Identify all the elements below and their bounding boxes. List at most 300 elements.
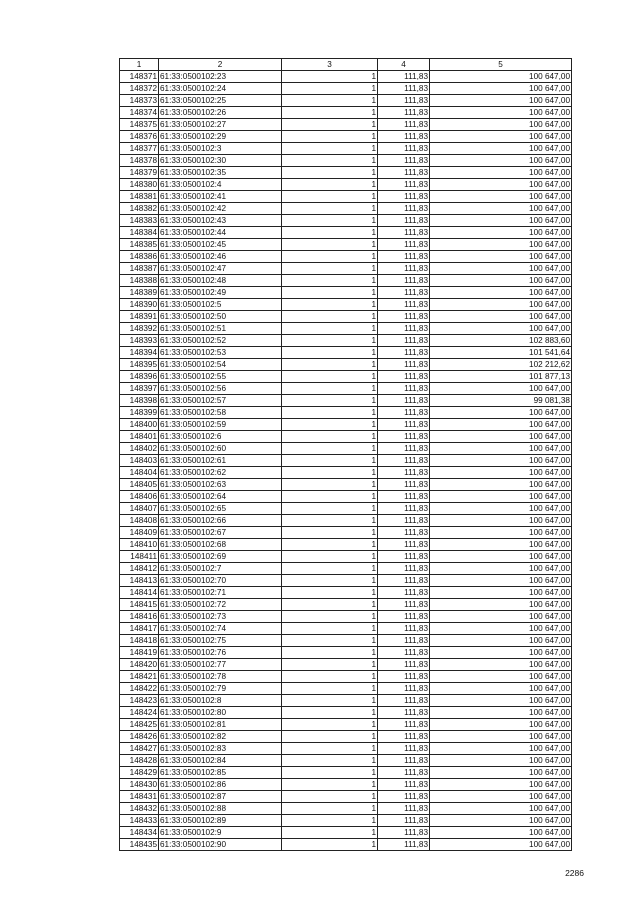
row-number-cell: 148429 bbox=[120, 767, 159, 779]
area-cell: 111,83 bbox=[378, 599, 430, 611]
row-number-cell: 148430 bbox=[120, 779, 159, 791]
table-row bbox=[120, 719, 572, 731]
area-cell: 111,83 bbox=[378, 263, 430, 275]
quantity-cell: 1 bbox=[282, 143, 378, 155]
table-row bbox=[120, 203, 572, 215]
row-number-cell: 148400 bbox=[120, 419, 159, 431]
table-row bbox=[120, 251, 572, 263]
table-row bbox=[120, 323, 572, 335]
row-number-cell: 148376 bbox=[120, 131, 159, 143]
value-cell: 100 647,00 bbox=[430, 491, 572, 503]
value-cell: 100 647,00 bbox=[430, 131, 572, 143]
quantity-cell: 1 bbox=[282, 203, 378, 215]
quantity-cell: 1 bbox=[282, 695, 378, 707]
cadastral-number-cell: 61:33:0500102:89 bbox=[159, 815, 282, 827]
cadastral-number-cell: 61:33:0500102:84 bbox=[159, 755, 282, 767]
quantity-cell: 1 bbox=[282, 95, 378, 107]
cadastral-number-cell: 61:33:0500102:49 bbox=[159, 287, 282, 299]
row-number-cell: 148399 bbox=[120, 407, 159, 419]
row-number-cell: 148432 bbox=[120, 803, 159, 815]
row-number-cell: 148411 bbox=[120, 551, 159, 563]
row-number-cell: 148431 bbox=[120, 791, 159, 803]
cadastral-number-cell: 61:33:0500102:51 bbox=[159, 323, 282, 335]
registry-table bbox=[119, 58, 572, 851]
value-cell: 100 647,00 bbox=[430, 311, 572, 323]
quantity-cell: 1 bbox=[282, 275, 378, 287]
cadastral-number-cell: 61:33:0500102:80 bbox=[159, 707, 282, 719]
area-cell: 111,83 bbox=[378, 647, 430, 659]
table-row bbox=[120, 407, 572, 419]
row-number-cell: 148373 bbox=[120, 95, 159, 107]
table-row bbox=[120, 155, 572, 167]
table-row bbox=[120, 419, 572, 431]
table-row bbox=[120, 431, 572, 443]
cadastral-number-cell: 61:33:0500102:65 bbox=[159, 503, 282, 515]
area-cell: 111,83 bbox=[378, 491, 430, 503]
quantity-cell: 1 bbox=[282, 527, 378, 539]
quantity-cell: 1 bbox=[282, 683, 378, 695]
area-cell: 111,83 bbox=[378, 251, 430, 263]
value-cell: 100 647,00 bbox=[430, 731, 572, 743]
quantity-cell: 1 bbox=[282, 263, 378, 275]
quantity-cell: 1 bbox=[282, 371, 378, 383]
cadastral-number-cell: 61:33:0500102:23 bbox=[159, 71, 282, 83]
quantity-cell: 1 bbox=[282, 155, 378, 167]
row-number-cell: 148379 bbox=[120, 167, 159, 179]
table-row bbox=[120, 743, 572, 755]
area-cell: 111,83 bbox=[378, 587, 430, 599]
area-cell: 111,83 bbox=[378, 143, 430, 155]
cadastral-number-cell: 61:33:0500102:44 bbox=[159, 227, 282, 239]
table-row bbox=[120, 491, 572, 503]
quantity-cell: 1 bbox=[282, 443, 378, 455]
area-cell: 111,83 bbox=[378, 827, 430, 839]
cadastral-number-cell: 61:33:0500102:50 bbox=[159, 311, 282, 323]
area-cell: 111,83 bbox=[378, 179, 430, 191]
table-row bbox=[120, 179, 572, 191]
quantity-cell: 1 bbox=[282, 107, 378, 119]
table-row bbox=[120, 767, 572, 779]
value-cell: 100 647,00 bbox=[430, 623, 572, 635]
area-cell: 111,83 bbox=[378, 239, 430, 251]
cadastral-number-cell: 61:33:0500102:68 bbox=[159, 539, 282, 551]
value-cell: 100 647,00 bbox=[430, 227, 572, 239]
value-cell: 100 647,00 bbox=[430, 611, 572, 623]
row-number-cell: 148390 bbox=[120, 299, 159, 311]
area-cell: 111,83 bbox=[378, 539, 430, 551]
quantity-cell: 1 bbox=[282, 827, 378, 839]
cadastral-number-cell: 61:33:0500102:76 bbox=[159, 647, 282, 659]
cadastral-number-cell: 61:33:0500102:73 bbox=[159, 611, 282, 623]
area-cell: 111,83 bbox=[378, 347, 430, 359]
cadastral-number-cell: 61:33:0500102:27 bbox=[159, 119, 282, 131]
area-cell: 111,83 bbox=[378, 335, 430, 347]
value-cell: 100 647,00 bbox=[430, 383, 572, 395]
value-cell: 100 647,00 bbox=[430, 515, 572, 527]
table-row bbox=[120, 275, 572, 287]
table-row bbox=[120, 839, 572, 851]
table-row bbox=[120, 515, 572, 527]
row-number-cell: 148381 bbox=[120, 191, 159, 203]
quantity-cell: 1 bbox=[282, 743, 378, 755]
quantity-cell: 1 bbox=[282, 431, 378, 443]
table-row bbox=[120, 827, 572, 839]
quantity-cell: 1 bbox=[282, 251, 378, 263]
table-row bbox=[120, 287, 572, 299]
area-cell: 111,83 bbox=[378, 707, 430, 719]
area-cell: 111,83 bbox=[378, 527, 430, 539]
row-number-cell: 148428 bbox=[120, 755, 159, 767]
cadastral-number-cell: 61:33:0500102:70 bbox=[159, 575, 282, 587]
table-header bbox=[120, 59, 572, 71]
value-cell: 100 647,00 bbox=[430, 155, 572, 167]
table-row bbox=[120, 587, 572, 599]
area-cell: 111,83 bbox=[378, 455, 430, 467]
cadastral-number-cell: 61:33:0500102:41 bbox=[159, 191, 282, 203]
value-cell: 100 647,00 bbox=[430, 695, 572, 707]
value-cell: 100 647,00 bbox=[430, 71, 572, 83]
table-row bbox=[120, 563, 572, 575]
area-cell: 111,83 bbox=[378, 107, 430, 119]
row-number-cell: 148397 bbox=[120, 383, 159, 395]
value-cell: 100 647,00 bbox=[430, 839, 572, 851]
area-cell: 111,83 bbox=[378, 551, 430, 563]
row-number-cell: 148421 bbox=[120, 671, 159, 683]
area-cell: 111,83 bbox=[378, 791, 430, 803]
area-cell: 111,83 bbox=[378, 203, 430, 215]
area-cell: 111,83 bbox=[378, 383, 430, 395]
value-cell: 100 647,00 bbox=[430, 323, 572, 335]
table-row bbox=[120, 707, 572, 719]
row-number-cell: 148388 bbox=[120, 275, 159, 287]
quantity-cell: 1 bbox=[282, 539, 378, 551]
row-number-cell: 148396 bbox=[120, 371, 159, 383]
cadastral-number-cell: 61:33:0500102:69 bbox=[159, 551, 282, 563]
table-row bbox=[120, 755, 572, 767]
quantity-cell: 1 bbox=[282, 647, 378, 659]
value-cell: 100 647,00 bbox=[430, 551, 572, 563]
value-cell: 100 647,00 bbox=[430, 635, 572, 647]
cadastral-number-cell: 61:33:0500102:47 bbox=[159, 263, 282, 275]
cadastral-number-cell: 61:33:0500102:83 bbox=[159, 743, 282, 755]
cadastral-number-cell: 61:33:0500102:24 bbox=[159, 83, 282, 95]
table-row bbox=[120, 71, 572, 83]
area-cell: 111,83 bbox=[378, 215, 430, 227]
value-cell: 100 647,00 bbox=[430, 539, 572, 551]
area-cell: 111,83 bbox=[378, 671, 430, 683]
table-row bbox=[120, 455, 572, 467]
row-number-cell: 148402 bbox=[120, 443, 159, 455]
area-cell: 111,83 bbox=[378, 563, 430, 575]
quantity-cell: 1 bbox=[282, 815, 378, 827]
table-row bbox=[120, 647, 572, 659]
cadastral-number-cell: 61:33:0500102:53 bbox=[159, 347, 282, 359]
row-number-cell: 148418 bbox=[120, 635, 159, 647]
value-cell: 100 647,00 bbox=[430, 767, 572, 779]
value-cell: 100 647,00 bbox=[430, 107, 572, 119]
value-cell: 100 647,00 bbox=[430, 191, 572, 203]
header-col-2: 2 bbox=[159, 59, 282, 71]
cadastral-number-cell: 61:33:0500102:26 bbox=[159, 107, 282, 119]
value-cell: 100 647,00 bbox=[430, 299, 572, 311]
table-row bbox=[120, 335, 572, 347]
value-cell: 100 647,00 bbox=[430, 443, 572, 455]
quantity-cell: 1 bbox=[282, 419, 378, 431]
table-row bbox=[120, 479, 572, 491]
row-number-cell: 148416 bbox=[120, 611, 159, 623]
value-cell: 100 647,00 bbox=[430, 119, 572, 131]
row-number-cell: 148383 bbox=[120, 215, 159, 227]
row-number-cell: 148423 bbox=[120, 695, 159, 707]
quantity-cell: 1 bbox=[282, 179, 378, 191]
header-col-1: 1 bbox=[120, 59, 159, 71]
value-cell: 101 541,64 bbox=[430, 347, 572, 359]
row-number-cell: 148433 bbox=[120, 815, 159, 827]
value-cell: 100 647,00 bbox=[430, 215, 572, 227]
value-cell: 102 883,60 bbox=[430, 335, 572, 347]
table-row bbox=[120, 635, 572, 647]
area-cell: 111,83 bbox=[378, 503, 430, 515]
quantity-cell: 1 bbox=[282, 755, 378, 767]
value-cell: 100 647,00 bbox=[430, 743, 572, 755]
area-cell: 111,83 bbox=[378, 299, 430, 311]
cadastral-number-cell: 61:33:0500102:3 bbox=[159, 143, 282, 155]
row-number-cell: 148422 bbox=[120, 683, 159, 695]
value-cell: 100 647,00 bbox=[430, 479, 572, 491]
table-row bbox=[120, 263, 572, 275]
quantity-cell: 1 bbox=[282, 635, 378, 647]
area-cell: 111,83 bbox=[378, 371, 430, 383]
area-cell: 111,83 bbox=[378, 467, 430, 479]
area-cell: 111,83 bbox=[378, 719, 430, 731]
cadastral-number-cell: 61:33:0500102:88 bbox=[159, 803, 282, 815]
table-row bbox=[120, 467, 572, 479]
table-row bbox=[120, 371, 572, 383]
value-cell: 100 647,00 bbox=[430, 587, 572, 599]
cadastral-number-cell: 61:33:0500102:52 bbox=[159, 335, 282, 347]
table-row bbox=[120, 191, 572, 203]
cadastral-number-cell: 61:33:0500102:64 bbox=[159, 491, 282, 503]
cadastral-number-cell: 61:33:0500102:66 bbox=[159, 515, 282, 527]
row-number-cell: 148387 bbox=[120, 263, 159, 275]
quantity-cell: 1 bbox=[282, 779, 378, 791]
table-row bbox=[120, 131, 572, 143]
value-cell: 100 647,00 bbox=[430, 83, 572, 95]
header-col-4: 4 bbox=[378, 59, 430, 71]
cadastral-number-cell: 61:33:0500102:60 bbox=[159, 443, 282, 455]
value-cell: 101 877,13 bbox=[430, 371, 572, 383]
area-cell: 111,83 bbox=[378, 443, 430, 455]
row-number-cell: 148380 bbox=[120, 179, 159, 191]
row-number-cell: 148412 bbox=[120, 563, 159, 575]
table-row bbox=[120, 803, 572, 815]
row-number-cell: 148408 bbox=[120, 515, 159, 527]
cadastral-number-cell: 61:33:0500102:4 bbox=[159, 179, 282, 191]
quantity-cell: 1 bbox=[282, 359, 378, 371]
cadastral-number-cell: 61:33:0500102:57 bbox=[159, 395, 282, 407]
cadastral-number-cell: 61:33:0500102:82 bbox=[159, 731, 282, 743]
quantity-cell: 1 bbox=[282, 335, 378, 347]
value-cell: 100 647,00 bbox=[430, 599, 572, 611]
row-number-cell: 148386 bbox=[120, 251, 159, 263]
row-number-cell: 148395 bbox=[120, 359, 159, 371]
cadastral-number-cell: 61:33:0500102:29 bbox=[159, 131, 282, 143]
value-cell: 100 647,00 bbox=[430, 563, 572, 575]
area-cell: 111,83 bbox=[378, 683, 430, 695]
area-cell: 111,83 bbox=[378, 419, 430, 431]
row-number-cell: 148425 bbox=[120, 719, 159, 731]
quantity-cell: 1 bbox=[282, 563, 378, 575]
cadastral-number-cell: 61:33:0500102:87 bbox=[159, 791, 282, 803]
row-number-cell: 148420 bbox=[120, 659, 159, 671]
table-row bbox=[120, 791, 572, 803]
quantity-cell: 1 bbox=[282, 839, 378, 851]
row-number-cell: 148389 bbox=[120, 287, 159, 299]
table-row bbox=[120, 119, 572, 131]
value-cell: 102 212,62 bbox=[430, 359, 572, 371]
cadastral-number-cell: 61:33:0500102:7 bbox=[159, 563, 282, 575]
table-row bbox=[120, 527, 572, 539]
table-row bbox=[120, 611, 572, 623]
quantity-cell: 1 bbox=[282, 707, 378, 719]
quantity-cell: 1 bbox=[282, 407, 378, 419]
quantity-cell: 1 bbox=[282, 587, 378, 599]
area-cell: 111,83 bbox=[378, 227, 430, 239]
value-cell: 100 647,00 bbox=[430, 803, 572, 815]
quantity-cell: 1 bbox=[282, 383, 378, 395]
area-cell: 111,83 bbox=[378, 131, 430, 143]
row-number-cell: 148391 bbox=[120, 311, 159, 323]
value-cell: 100 647,00 bbox=[430, 467, 572, 479]
quantity-cell: 1 bbox=[282, 455, 378, 467]
area-cell: 111,83 bbox=[378, 359, 430, 371]
value-cell: 100 647,00 bbox=[430, 827, 572, 839]
table-row bbox=[120, 443, 572, 455]
table-row bbox=[120, 683, 572, 695]
quantity-cell: 1 bbox=[282, 131, 378, 143]
table-row bbox=[120, 167, 572, 179]
table-row bbox=[120, 575, 572, 587]
quantity-cell: 1 bbox=[282, 347, 378, 359]
row-number-cell: 148398 bbox=[120, 395, 159, 407]
area-cell: 111,83 bbox=[378, 815, 430, 827]
area-cell: 111,83 bbox=[378, 695, 430, 707]
cadastral-number-cell: 61:33:0500102:62 bbox=[159, 467, 282, 479]
row-number-cell: 148413 bbox=[120, 575, 159, 587]
cadastral-number-cell: 61:33:0500102:9 bbox=[159, 827, 282, 839]
table-row bbox=[120, 503, 572, 515]
quantity-cell: 1 bbox=[282, 623, 378, 635]
table-row bbox=[120, 731, 572, 743]
cadastral-number-cell: 61:33:0500102:61 bbox=[159, 455, 282, 467]
value-cell: 100 647,00 bbox=[430, 671, 572, 683]
area-cell: 111,83 bbox=[378, 323, 430, 335]
row-number-cell: 148405 bbox=[120, 479, 159, 491]
cadastral-number-cell: 61:33:0500102:25 bbox=[159, 95, 282, 107]
row-number-cell: 148401 bbox=[120, 431, 159, 443]
cadastral-number-cell: 61:33:0500102:6 bbox=[159, 431, 282, 443]
cadastral-number-cell: 61:33:0500102:81 bbox=[159, 719, 282, 731]
row-number-cell: 148394 bbox=[120, 347, 159, 359]
quantity-cell: 1 bbox=[282, 71, 378, 83]
value-cell: 99 081,38 bbox=[430, 395, 572, 407]
row-number-cell: 148371 bbox=[120, 71, 159, 83]
quantity-cell: 1 bbox=[282, 551, 378, 563]
table-row bbox=[120, 779, 572, 791]
value-cell: 100 647,00 bbox=[430, 275, 572, 287]
value-cell: 100 647,00 bbox=[430, 179, 572, 191]
area-cell: 111,83 bbox=[378, 743, 430, 755]
value-cell: 100 647,00 bbox=[430, 419, 572, 431]
row-number-cell: 148378 bbox=[120, 155, 159, 167]
row-number-cell: 148424 bbox=[120, 707, 159, 719]
quantity-cell: 1 bbox=[282, 719, 378, 731]
area-cell: 111,83 bbox=[378, 479, 430, 491]
area-cell: 111,83 bbox=[378, 119, 430, 131]
quantity-cell: 1 bbox=[282, 287, 378, 299]
quantity-cell: 1 bbox=[282, 167, 378, 179]
table-row bbox=[120, 395, 572, 407]
row-number-cell: 148435 bbox=[120, 839, 159, 851]
table-row bbox=[120, 143, 572, 155]
table-row bbox=[120, 623, 572, 635]
area-cell: 111,83 bbox=[378, 659, 430, 671]
area-cell: 111,83 bbox=[378, 515, 430, 527]
cadastral-number-cell: 61:33:0500102:71 bbox=[159, 587, 282, 599]
area-cell: 111,83 bbox=[378, 155, 430, 167]
row-number-cell: 148392 bbox=[120, 323, 159, 335]
cadastral-number-cell: 61:33:0500102:8 bbox=[159, 695, 282, 707]
value-cell: 100 647,00 bbox=[430, 167, 572, 179]
quantity-cell: 1 bbox=[282, 767, 378, 779]
row-number-cell: 148403 bbox=[120, 455, 159, 467]
cadastral-number-cell: 61:33:0500102:78 bbox=[159, 671, 282, 683]
table-row bbox=[120, 659, 572, 671]
table-row bbox=[120, 215, 572, 227]
table-row bbox=[120, 227, 572, 239]
area-cell: 111,83 bbox=[378, 311, 430, 323]
value-cell: 100 647,00 bbox=[430, 503, 572, 515]
value-cell: 100 647,00 bbox=[430, 815, 572, 827]
cadastral-number-cell: 61:33:0500102:58 bbox=[159, 407, 282, 419]
quantity-cell: 1 bbox=[282, 671, 378, 683]
quantity-cell: 1 bbox=[282, 575, 378, 587]
quantity-cell: 1 bbox=[282, 299, 378, 311]
table-row bbox=[120, 695, 572, 707]
value-cell: 100 647,00 bbox=[430, 647, 572, 659]
row-number-cell: 148393 bbox=[120, 335, 159, 347]
value-cell: 100 647,00 bbox=[430, 659, 572, 671]
table-row bbox=[120, 359, 572, 371]
quantity-cell: 1 bbox=[282, 395, 378, 407]
value-cell: 100 647,00 bbox=[430, 527, 572, 539]
row-number-cell: 148426 bbox=[120, 731, 159, 743]
cadastral-number-cell: 61:33:0500102:35 bbox=[159, 167, 282, 179]
table-row bbox=[120, 299, 572, 311]
cadastral-number-cell: 61:33:0500102:79 bbox=[159, 683, 282, 695]
table-row bbox=[120, 107, 572, 119]
value-cell: 100 647,00 bbox=[430, 251, 572, 263]
cadastral-number-cell: 61:33:0500102:43 bbox=[159, 215, 282, 227]
value-cell: 100 647,00 bbox=[430, 791, 572, 803]
quantity-cell: 1 bbox=[282, 323, 378, 335]
header-col-3: 3 bbox=[282, 59, 378, 71]
cadastral-number-cell: 61:33:0500102:54 bbox=[159, 359, 282, 371]
cadastral-number-cell: 61:33:0500102:55 bbox=[159, 371, 282, 383]
value-cell: 100 647,00 bbox=[430, 287, 572, 299]
value-cell: 100 647,00 bbox=[430, 455, 572, 467]
value-cell: 100 647,00 bbox=[430, 263, 572, 275]
